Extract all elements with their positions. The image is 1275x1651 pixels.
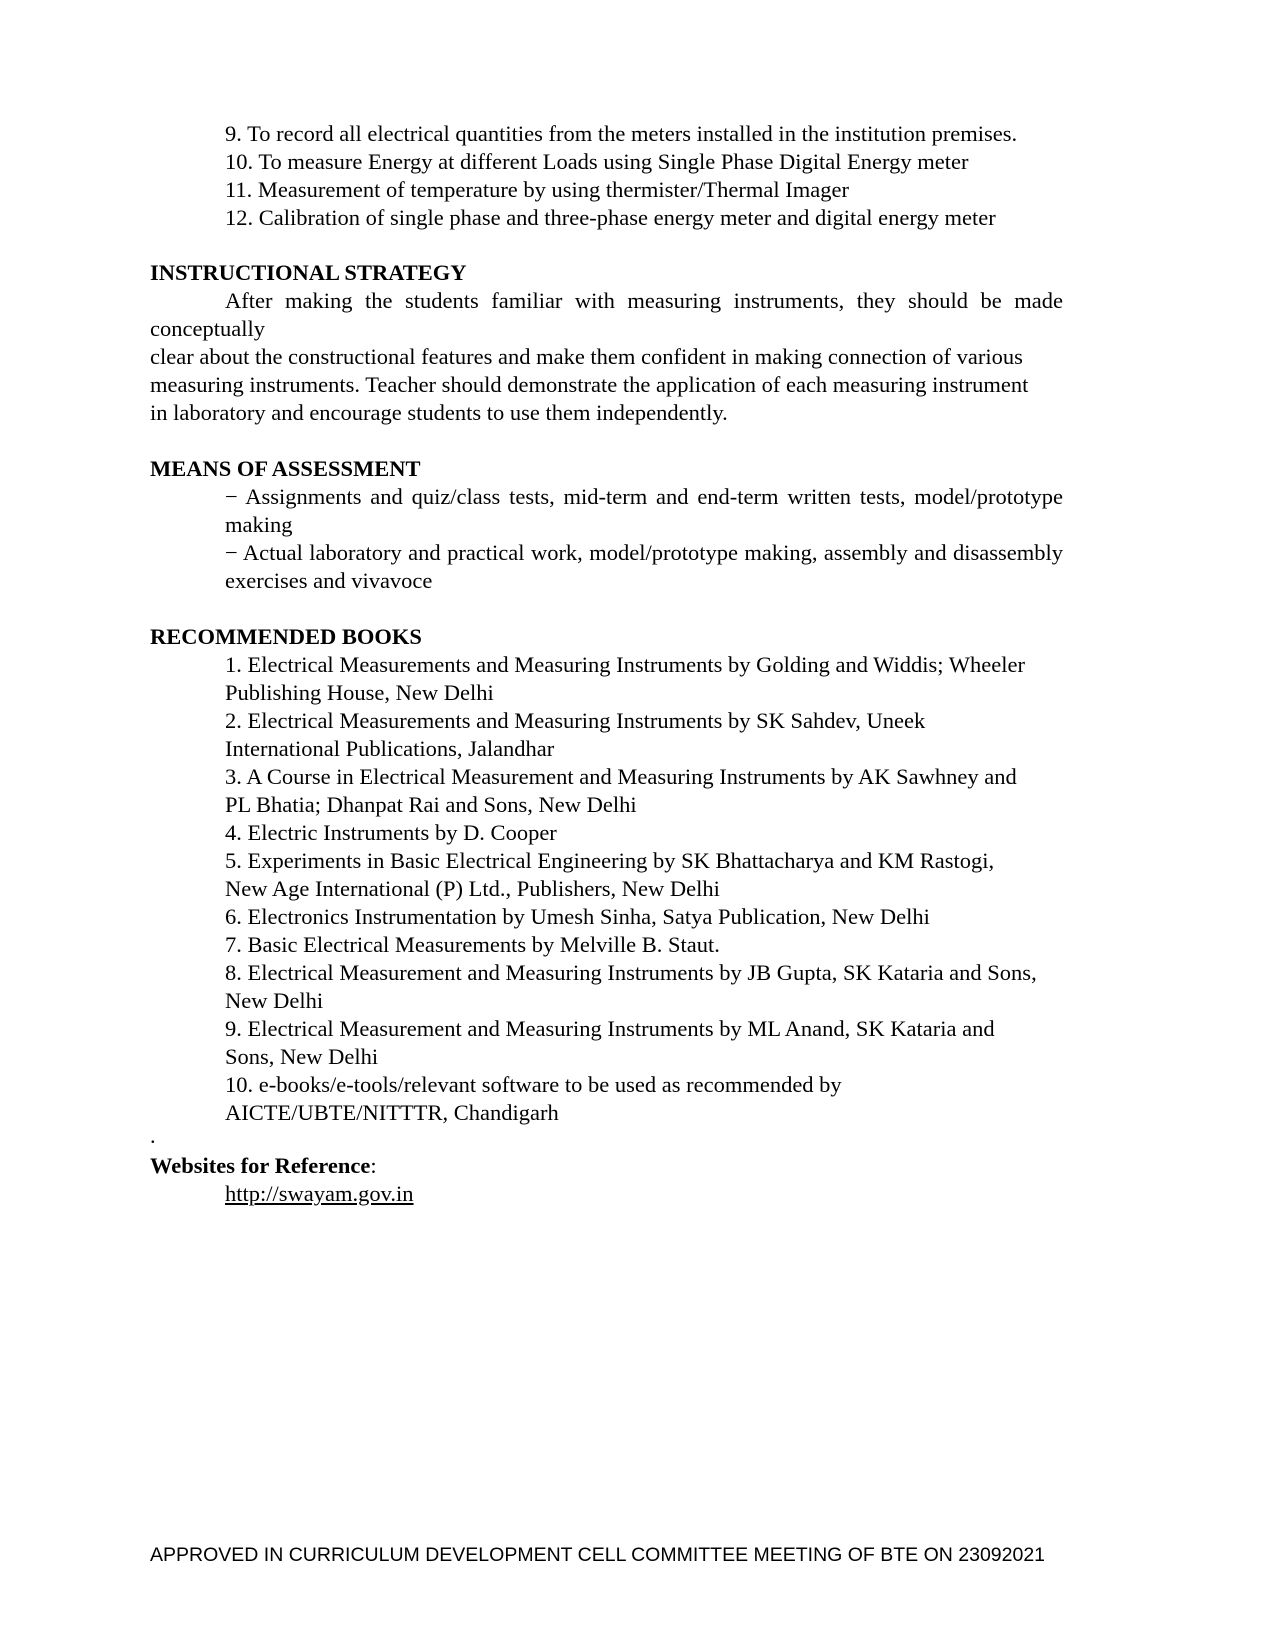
practical-item-9: 9. To record all electrical quantities from the meters installed in the institution premises. (225, 121, 1018, 146)
website-link-line (225, 1180, 414, 1208)
book-line-2: Publishing House, New Delhi (225, 680, 494, 705)
stray-dot: . (150, 1123, 156, 1148)
assessment-line-3: − Actual laboratory and practical work, model/prototype making, assembly and disassembly (225, 540, 1063, 565)
strategy-line-5: in laboratory and encourage students to use them independently. (150, 400, 728, 425)
book-line-12: 8. Electrical Measurement and Measuring Instruments by JB Gupta, SK Kataria and Sons, (225, 960, 1037, 985)
strategy-line-1: After making the students familiar with measuring instruments, they should be made (225, 288, 1063, 313)
book-line-10: 6. Electronics Instrumentation by Umesh Sinha, Satya Publication, New Delhi (225, 904, 930, 929)
book-line-13: New Delhi (225, 988, 324, 1013)
websites-heading-line (150, 1152, 377, 1180)
swayam-link[interactable]: http://swayam.gov.in (225, 1181, 414, 1206)
book-line-7: 4. Electric Instruments by D. Cooper (225, 820, 557, 845)
assessment-line-1: − Assignments and quiz/class tests, mid-term and end-term written tests, model/prototype (225, 484, 1063, 509)
websites-heading-colon: : (370, 1153, 377, 1178)
book-line-11: 7. Basic Electrical Measurements by Melville B. Staut. (225, 932, 720, 957)
assessment-line-4: exercises and vivavoce (225, 568, 433, 593)
book-line-8: 5. Experiments in Basic Electrical Engineering by SK Bhattacharya and KM Rastogi, (225, 848, 995, 873)
websites-heading: Websites for Reference (150, 1153, 371, 1178)
instructional-strategy-heading: INSTRUCTIONAL STRATEGY (150, 260, 467, 285)
strategy-line-4: measuring instruments. Teacher should demonstrate the application of each measuring instrument (150, 372, 1029, 397)
book-line-4: International Publications, Jalandhar (225, 736, 555, 761)
book-line-1: 1. Electrical Measurements and Measuring Instruments by Golding and Widdis; Wheeler (225, 652, 1025, 677)
approval-footer: APPROVED IN CURRICULUM DEVELOPMENT CELL COMMITTEE MEETING OF BTE ON 23092021 (150, 1544, 1046, 1566)
practical-item-10: 10. To measure Energy at different Loads using Single Phase Digital Energy meter (225, 149, 969, 174)
book-line-17: AICTE/UBTE/NITTTR, Chandigarh (225, 1100, 559, 1125)
strategy-line-3: clear about the constructional features and make them confident in making connection of various (150, 344, 1023, 369)
book-line-15: Sons, New Delhi (225, 1044, 379, 1069)
practical-item-12: 12. Calibration of single phase and three-phase energy meter and digital energy meter (225, 205, 996, 230)
practical-item-11: 11. Measurement of temperature by using thermister/Thermal Imager (225, 177, 849, 202)
means-of-assessment-heading: MEANS OF ASSESSMENT (150, 456, 421, 481)
recommended-books-heading: RECOMMENDED BOOKS (150, 624, 422, 649)
assessment-line-2: making (225, 512, 293, 537)
book-line-6: PL Bhatia; Dhanpat Rai and Sons, New Delhi (225, 792, 637, 817)
book-line-9: New Age International (P) Ltd., Publishers, New Delhi (225, 876, 720, 901)
strategy-line-2: conceptually (150, 316, 265, 341)
book-line-5: 3. A Course in Electrical Measurement and Measuring Instruments by AK Sawhney and (225, 764, 1017, 789)
book-line-14: 9. Electrical Measurement and Measuring Instruments by ML Anand, SK Kataria and (225, 1016, 995, 1041)
book-line-3: 2. Electrical Measurements and Measuring Instruments by SK Sahdev, Uneek (225, 708, 926, 733)
book-line-16: 10. e-books/e-tools/relevant software to be used as recommended by (225, 1072, 842, 1097)
